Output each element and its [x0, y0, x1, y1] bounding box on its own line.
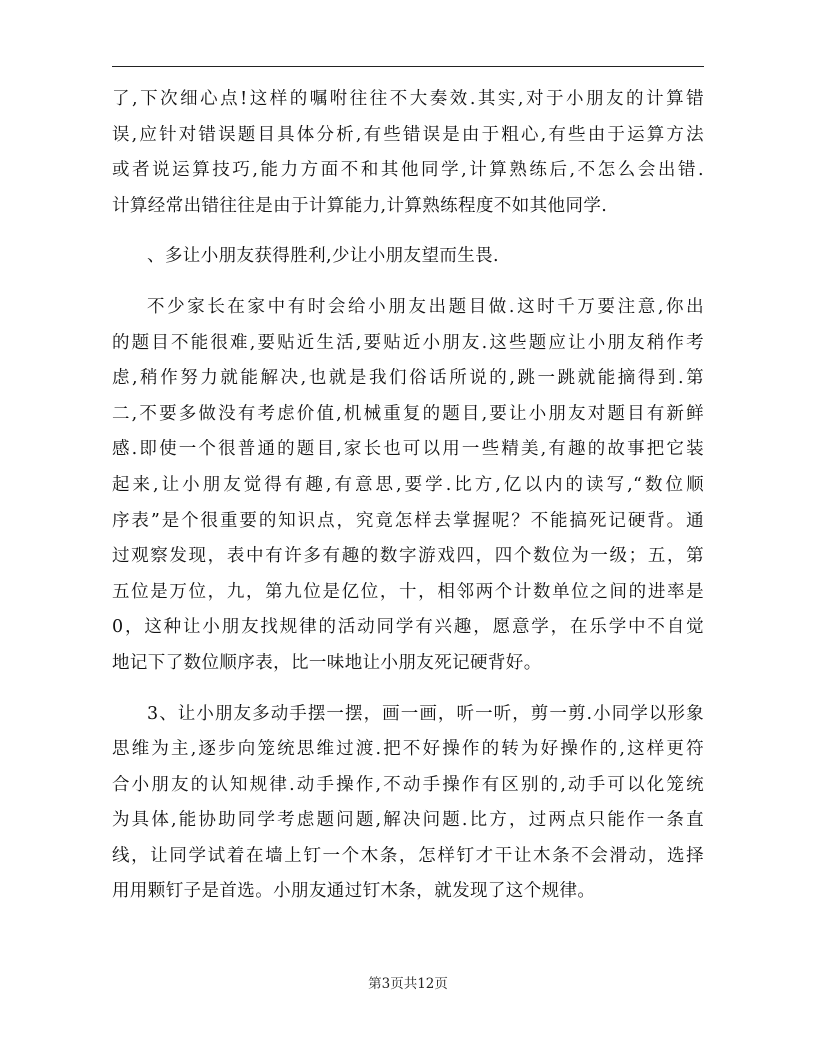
text-line: 过观察发现，表中有许多有趣的数字游戏四，四个数位为一级；五，第: [112, 546, 704, 567]
text-line: 序表”是个很重要的知识点，究竟怎样去掌握呢？不能搞死记硬背。通: [112, 510, 704, 531]
text-line: 思维为主,逐步向笼统思维过渡.把不好操作的转为好操作的,这样更符: [112, 739, 704, 760]
document-body: [112, 82, 704, 910]
text-line: 二,不要多做没有考虑价值,机械重复的题目,要让小朋友对题目有新鲜: [112, 403, 704, 424]
page-number-label: 第3页共12页: [368, 976, 448, 992]
text-line: 了,下次细心点!这样的嘱咐往往不大奏效.其实,对于小朋友的计算错: [112, 89, 704, 109]
text-line: 虑,稍作努力就能解决,也就是我们俗话所说的,跳一跳就能摘得到.第: [112, 368, 704, 389]
text-line: 不少家长在家中有时会给小朋友出题目做.这时千万要注意,你出: [147, 296, 704, 317]
section-heading: 、多让小朋友获得胜利,少让小朋友望而生畏.: [147, 246, 500, 267]
text-line: 起来,让小朋友觉得有趣,有意思,要学.比方,亿以内的读写,“数位顺: [112, 474, 704, 495]
paragraph-3: [112, 290, 704, 682]
text-line: 地记下了数位顺序表，比一味地让小朋友死记硬背好。: [112, 652, 542, 673]
text-line: 五位是万位，九，第九位是亿位，十，相邻两个计数单位之间的进率是: [112, 581, 704, 602]
text-line: 或者说运算技巧,能力方面不和其他同学,计算熟练后,不怎么会出错.: [112, 160, 704, 181]
paragraph-1: [112, 82, 704, 224]
text-line: 用用颗钉子是首选。小朋友通过钉木条，就发现了这个规律。: [112, 881, 596, 902]
text-line: 误,应针对错误题目具体分析,有些错误是由于粗心,有些由于运算方法: [112, 124, 704, 145]
text-line: 计算经常出错往往是由于计算能力,计算熟练程度不如其他同学.: [112, 195, 608, 216]
text-line: 合小朋友的认知规律.动手操作,不动手操作有区别的,动手可以化笼统: [112, 774, 704, 795]
paragraph-2: [112, 239, 704, 275]
text-line: 3、让小朋友多动手摆一摆，画一画，听一听，剪一剪.小同学以形象: [147, 703, 704, 724]
text-line: 感.即使一个很普通的题目,家长也可以用一些精美,有趣的故事把它装: [112, 439, 704, 460]
text-line: 线，让同学试着在墙上钉一个木条，怎样钉才干让木条不会滑动，选择: [112, 845, 704, 866]
text-line: 为具体,能协助同学考虑题问题,解决问题.比方，过两点只能作一条直: [112, 810, 704, 831]
paragraph-4: [112, 697, 704, 911]
page-footer: [0, 972, 816, 992]
header-rule: [112, 66, 704, 67]
text-line: 的题目不能很难,要贴近生活,要贴近小朋友.这些题应让小朋友稍作考: [112, 332, 704, 353]
text-line: 0，这种让小朋友找规律的活动同学有兴趣，愿意学，在乐学中不自觉: [112, 617, 704, 638]
